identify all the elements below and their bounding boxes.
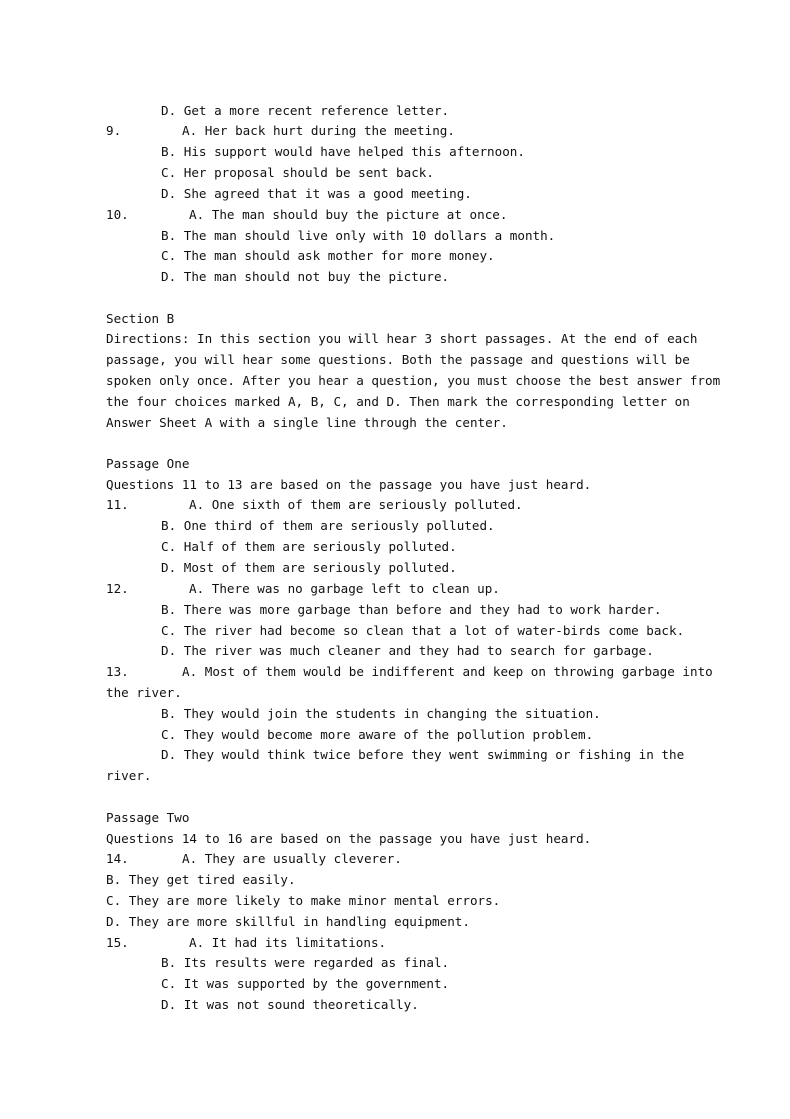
q13-option-d-continued: river.	[106, 768, 152, 783]
q9-option-a: A. Her back hurt during the meeting.	[182, 123, 455, 138]
q10-option-a: A. The man should buy the picture at once.	[189, 207, 508, 222]
q14-option-a: A. They are usually cleverer.	[182, 851, 402, 866]
q11-option-a: A. One sixth of them are seriously polluted.	[189, 497, 523, 512]
q15-option-d: D. It was not sound theoretically.	[161, 997, 419, 1012]
section-b-directions-line: spoken only once. After you hear a question, you must choose the best answer from	[106, 373, 721, 388]
section-b-directions-line: Answer Sheet A with a single line through the center.	[106, 415, 508, 430]
q14-option-d: D. They are more skillful in handling equipment.	[106, 914, 470, 929]
passage-two-intro: Questions 14 to 16 are based on the passage you have just heard.	[106, 831, 592, 846]
q15-option-b: B. Its results were regarded as final.	[161, 955, 450, 970]
q15-option-c: C. It was supported by the government.	[161, 976, 450, 991]
passage-two-title: Passage Two	[106, 810, 190, 825]
q15-number: 15.	[106, 935, 129, 950]
q13-option-c: C. They would become more aware of the pollution problem.	[161, 727, 594, 742]
q12-option-c: C. The river had become so clean that a lot of water-birds come back.	[161, 623, 685, 638]
section-b-directions-line: passage, you will hear some questions. Both the passage and questions will be	[106, 352, 690, 367]
q10-option-d: D. The man should not buy the picture.	[161, 269, 450, 284]
section-b-directions-line: the four choices marked A, B, C, and D. Then mark the corresponding letter on	[106, 394, 690, 409]
q11-option-d: D. Most of them are seriously polluted.	[161, 560, 457, 575]
q14-option-c: C. They are more likely to make minor mental errors.	[106, 893, 501, 908]
q13-option-a: A. Most of them would be indifferent and keep on throwing garbage into	[182, 664, 713, 679]
q9-option-d: D. She agreed that it was a good meeting.	[161, 186, 472, 201]
q14-number: 14.	[106, 851, 129, 866]
passage-one-intro: Questions 11 to 13 are based on the passage you have just heard.	[106, 477, 592, 492]
q12-option-a: A. There was no garbage left to clean up.	[189, 581, 500, 596]
q10-number: 10.	[106, 207, 129, 222]
q10-option-c: C. The man should ask mother for more money.	[161, 248, 495, 263]
q10-option-b: B. The man should live only with 10 dollars a month.	[161, 228, 556, 243]
q13-number: 13.	[106, 664, 129, 679]
q12-option-b: B. There was more garbage than before and they had to work harder.	[161, 602, 662, 617]
section-b-title: Section B	[106, 311, 175, 326]
q9-number: 9.	[106, 123, 122, 138]
q12-option-d: D. The river was much cleaner and they had to search for garbage.	[161, 643, 654, 658]
q12-number: 12.	[106, 581, 129, 596]
q9-option-c: C. Her proposal should be sent back.	[161, 165, 434, 180]
q11-number: 11.	[106, 497, 129, 512]
q9-option-b: B. His support would have helped this afternoon.	[161, 144, 525, 159]
q8-option-d: D. Get a more recent reference letter.	[161, 103, 450, 118]
q13-option-b: B. They would join the students in changing the situation.	[161, 706, 601, 721]
q15-option-a: A. It had its limitations.	[189, 935, 387, 950]
q13-option-a-continued: the river.	[106, 685, 182, 700]
q14-option-b: B. They get tired easily.	[106, 872, 296, 887]
q11-option-c: C. Half of them are seriously polluted.	[161, 539, 457, 554]
q13-option-d: D. They would think twice before they went swimming or fishing in the	[161, 747, 685, 762]
q11-option-b: B. One third of them are seriously polluted.	[161, 518, 495, 533]
passage-one-title: Passage One	[106, 456, 190, 471]
section-b-directions-line: Directions: In this section you will hear 3 short passages. At the end of each	[106, 331, 698, 346]
